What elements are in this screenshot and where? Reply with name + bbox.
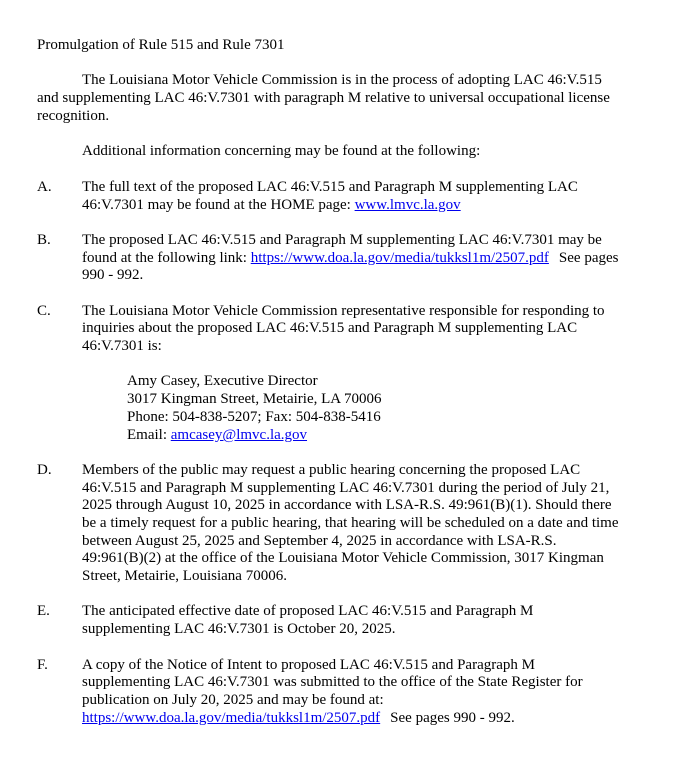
item-d-line: 2025 through August 10, 2025 in accordance with LSA-R.S. 49:961(B)(1). Should there (82, 497, 612, 513)
item-b-see-pages: See pages (558, 250, 619, 266)
contact-email-link[interactable]: amcasey@lmvc.la.gov (170, 427, 308, 443)
item-f-see-pages: See pages 990 - 992. (390, 710, 515, 726)
item-f-line-2: supplementing LAC 46:V.7301 was submitted to the office of the State Register for (82, 674, 583, 690)
item-f-line-3: publication on July 20, 2025 and may be found at: (82, 692, 384, 708)
item-b-line-2-text: found at the following link: (82, 250, 251, 266)
item-a-line-1: The full text of the proposed LAC 46:V.515 and Paragraph M supplementing LAC (82, 179, 578, 195)
item-e-label: E. (37, 603, 50, 619)
item-c-line-3: 46:V.7301 is: (82, 338, 162, 354)
document-title: Promulgation of Rule 515 and Rule 7301 (37, 37, 285, 53)
item-c-line-1: The Louisiana Motor Vehicle Commission representative responsible for responding to (82, 303, 605, 319)
contact-address: 3017 Kingman Street, Metairie, LA 70006 (127, 391, 382, 407)
contact-name: Amy Casey, Executive Director (127, 373, 318, 389)
item-a-line-2 (82, 196, 461, 214)
intro-line-2: and supplementing LAC 46:V.7301 with paragraph M relative to universal occupational license (37, 90, 610, 106)
state-register-pdf-link[interactable]: https://www.doa.la.gov/media/tukksl1m/2507.pdf (82, 710, 381, 726)
item-d-line: between August 25, 2025 and September 4, 2025 in accordance with LSA-R.S. (82, 533, 557, 549)
item-e-line-1: The anticipated effective date of proposed LAC 46:V.515 and Paragraph M (82, 603, 534, 619)
item-a-line-2-text: 46:V.7301 may be found at the HOME page: (82, 197, 355, 213)
item-d-line: Members of the public may request a public hearing concerning the proposed LAC (82, 462, 581, 478)
item-a-label: A. (37, 179, 52, 195)
item-b-line-3: 990 - 992. (82, 267, 144, 283)
item-c-label: C. (37, 303, 51, 319)
item-b-label: B. (37, 232, 51, 248)
item-f-label: F. (37, 657, 48, 673)
additional-info-line: Additional information concerning may be found at the following: (82, 143, 481, 159)
intro-line-3: recognition. (37, 108, 110, 124)
item-d-line: 49:961(B)(2) at the office of the Louisiana Motor Vehicle Commission, 3017 Kingman (82, 550, 604, 566)
item-d-line: Street, Metairie, Louisiana 70006. (82, 568, 287, 584)
item-e-line-2: supplementing LAC 46:V.7301 is October 20, 2025. (82, 621, 396, 637)
item-d-line: 46:V.515 and Paragraph M supplementing LAC 46:V.7301 during the period of July 21, (82, 480, 610, 496)
item-d-label: D. (37, 462, 52, 478)
contact-email-label: Email: (127, 427, 171, 443)
item-b-line-1: The proposed LAC 46:V.515 and Paragraph M supplementing LAC 46:V.7301 may be (82, 232, 602, 248)
item-d-line: be a timely request for a public hearing, that hearing will be scheduled on a date and time (82, 515, 619, 531)
contact-email-line (127, 426, 307, 444)
contact-phone: Phone: 504-838-5207; Fax: 504-838-5416 (127, 409, 381, 425)
item-c-line-2: inquiries about the proposed LAC 46:V.515 and Paragraph M supplementing LAC (82, 320, 578, 336)
item-f-line-4 (82, 709, 515, 727)
lmvc-home-link[interactable]: www.lmvc.la.gov (354, 197, 461, 213)
item-f-line-1: A copy of the Notice of Intent to proposed LAC 46:V.515 and Paragraph M (82, 657, 535, 673)
item-b-line-2 (82, 249, 618, 267)
intro-line-1: The Louisiana Motor Vehicle Commission is in the process of adopting LAC 46:V.515 (82, 72, 602, 88)
doa-pdf-link[interactable]: https://www.doa.la.gov/media/tukksl1m/2507.pdf (250, 250, 549, 266)
